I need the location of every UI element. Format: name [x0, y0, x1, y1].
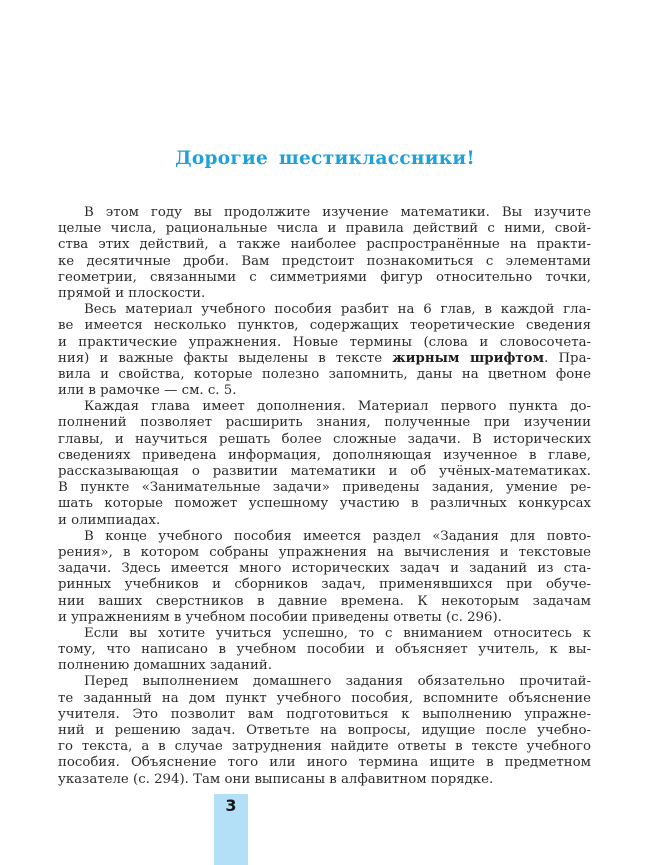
text-line: учителя. Это позволит вам подготовиться к выполнению упражне- — [58, 706, 591, 722]
paragraph-intro — [58, 205, 591, 302]
text-line: В этом году вы продолжите изучение математики. Вы изучите — [84, 205, 591, 220]
page-number-tab — [214, 794, 248, 865]
text-line: главы, и научиться решать более сложные задачи. В исторических — [58, 431, 591, 447]
text-line: тому, что написано в учебном пособии и объясняет учитель, к вы- — [58, 642, 591, 658]
paragraph-homework-advice — [58, 674, 591, 787]
text-line: полнений позволяет расширить знания, полученные при изучении — [58, 415, 591, 431]
text-line: Перед выполнением домашнего задания обязательно прочитай- — [84, 674, 591, 690]
text-line: геометрии, связанными с симметриями фигур относительно точки, — [58, 269, 591, 285]
page-number: 3 — [225, 796, 237, 815]
text-line: В пункте «Занимательные задачи» приведены задания, умение ре- — [58, 480, 591, 496]
text-line: и упражнениям в учебном пособии приведены ответы (с. 296). — [58, 609, 502, 625]
text-line: те заданный на дом пункт учебного пособия, вспомните объяснение — [58, 690, 591, 706]
bold-term: жирным шрифтом — [392, 350, 545, 366]
text-line: задачи. Здесь имеется много исторических задач и заданий из ста- — [58, 561, 591, 577]
text-line: пособия. Объяснение того или иного термина ищите в предметном — [58, 755, 591, 771]
paragraph-study-advice — [58, 626, 591, 675]
text-line: Весь материал учебного пособия разбит на 6 глав, в каждой гла- — [84, 302, 591, 318]
text-line: шать которые поможет успешному участию в различных конкурсах — [58, 496, 591, 512]
text-line-with-bold — [58, 351, 591, 367]
text-line: В конце учебного пособия имеется раздел «Задания для повто- — [84, 528, 591, 544]
text-line: или в рамочке — см. с. 5. — [58, 383, 237, 399]
text-line: ке десятичные дроби. Вам предстоит познакомиться с элементами — [58, 253, 591, 269]
text-fragment: ния) и важные факты выделены в тексте — [58, 350, 393, 366]
paragraph-review-tasks — [58, 529, 591, 626]
text-line: ринных учебников и сборников задач, применявшихся при обуче- — [58, 577, 591, 593]
text-line: рения», в котором собраны упражнения на вычисления и текстовые — [58, 544, 591, 560]
text-line: сведениях приведена информация, дополняющая изученное в главе, — [58, 447, 591, 463]
text-line: ний и решению задач. Ответьте на вопросы, идущие после учебно- — [58, 723, 591, 738]
body-text — [58, 205, 591, 788]
text-line: нии ваших сверстников в давние времена. К некоторым задачам — [58, 593, 591, 609]
paragraph-structure — [58, 302, 591, 399]
text-line: полнению домашних заданий. — [58, 658, 272, 674]
text-line: Если вы хотите учиться успешно, то с вниманием относитесь к — [84, 625, 591, 641]
text-line: рассказывающая о развитии математики и об учёных-математиках. — [58, 464, 591, 479]
text-line: Каждая глава имеет дополнения. Материал первого пункта до- — [84, 399, 591, 415]
text-line: и практические упражнения. Новые термины (слова и словосочета- — [58, 334, 591, 350]
paragraph-chapter-supplements — [58, 399, 591, 529]
text-line: ве имеется несколько пунктов, содержащих теоретические сведения — [58, 318, 591, 334]
text-line: и олимпиадах. — [58, 512, 161, 528]
text-line: ства этих действий, а также наиболее распространённые на практи- — [58, 237, 591, 253]
text-line: прямой и плоскости. — [58, 285, 206, 301]
text-line: го текста, а в случае затруднения найдите ответы в тексте учебного — [58, 739, 591, 755]
text-line: целые числа, рациональные числа и правила действий с ними, свой- — [58, 221, 591, 237]
text-fragment: . Пра- — [544, 350, 591, 366]
text-line: указателе (с. 294). Там они выписаны в алфавитном порядке. — [58, 771, 494, 787]
text-line: вила и свойства, которые полезно запомнить, даны на цветном фоне — [58, 366, 591, 382]
page-title: Дорогие шестиклассники! — [175, 148, 475, 169]
